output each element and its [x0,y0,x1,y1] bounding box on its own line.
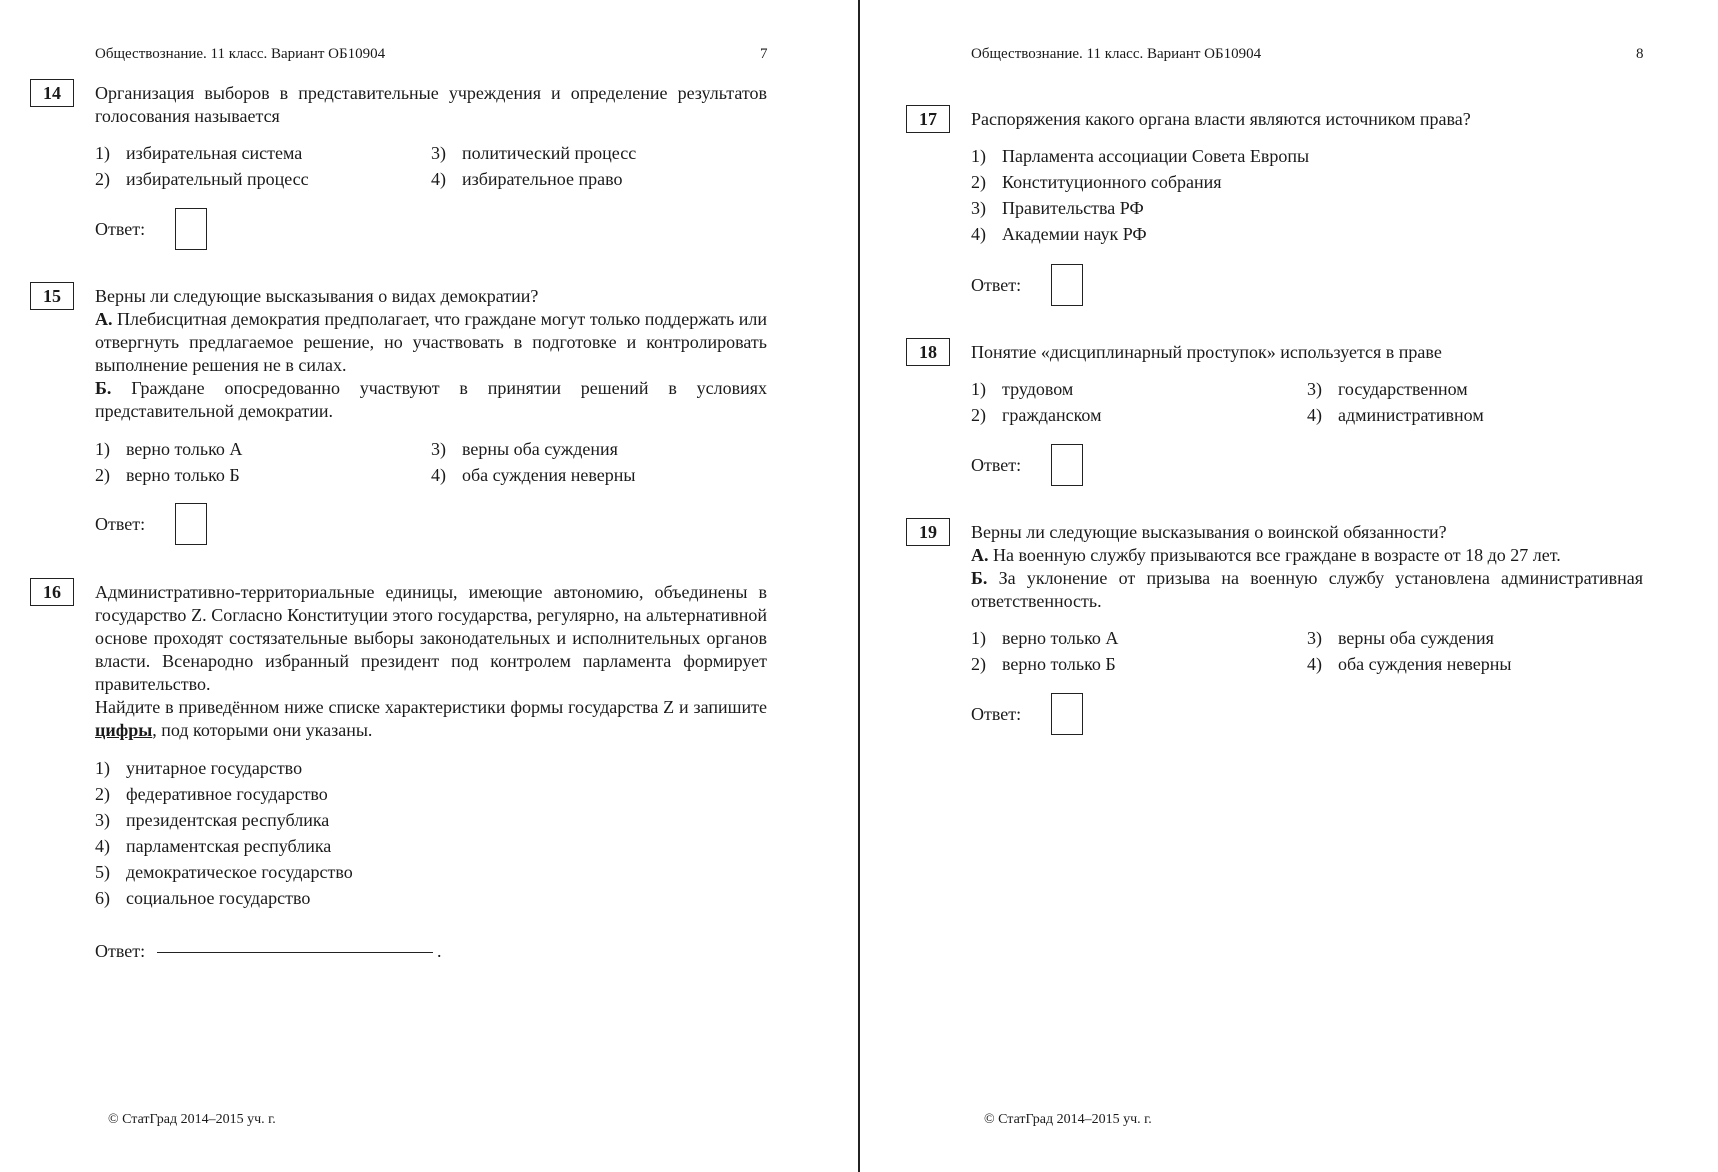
options-list [971,376,1643,428]
answer-area [95,930,455,974]
answer-input[interactable] [1051,693,1083,735]
question-number: 18 [906,338,950,366]
answer-area [95,503,295,547]
option-1[interactable]: 1) избирательная система [95,143,303,163]
options-list [95,436,767,488]
option-4[interactable]: 4) Академии наук РФ [971,224,1147,244]
options-list [971,143,1643,247]
option-3[interactable]: 3) верны оба суждения [431,439,618,459]
options-list [95,755,767,915]
option-2[interactable]: 2) верно только Б [95,465,240,485]
answer-period: . [437,941,442,961]
question-number: 16 [30,578,74,606]
page-number: 7 [760,46,768,62]
question-prompt: Верны ли следующие высказывания о видах демократии? [95,286,539,306]
question-text [95,285,767,423]
option-4[interactable]: 4) административном [1307,405,1484,425]
option-2[interactable]: 2) избирательный процесс [95,169,309,189]
option-5[interactable]: 5) демократическое государство [95,862,353,882]
answer-area [95,208,295,252]
option-3[interactable]: 3) верны оба суждения [1307,628,1494,648]
option-4[interactable]: 4) оба суждения неверны [431,465,636,485]
answer-input[interactable] [175,503,207,545]
answer-label: Ответ: [95,219,146,239]
option-2[interactable]: 2) Конституционного собрания [971,172,1222,192]
option-3[interactable]: 3) политический процесс [431,143,637,163]
question-text: Распоряжения какого органа власти являются источником права? [971,109,1471,129]
option-2[interactable]: 2) гражданском [971,405,1102,425]
question-number: 14 [30,79,74,107]
question-instruction: Найдите в приведённом ниже списке характеристики формы государства Z и запишите цифры, под которыми они указаны. [95,697,767,740]
option-2[interactable]: 2) верно только Б [971,654,1116,674]
question-number: 15 [30,282,74,310]
options-list [971,625,1643,677]
page-number: 8 [1636,46,1644,62]
statement-b: Б. Граждане опосредованно участвуют в принятии решений в условиях представительной демократии. [95,378,768,421]
page-header: Обществознание. 11 класс. Вариант ОБ10904 [95,46,386,62]
option-1[interactable]: 1) верно только А [971,628,1119,648]
option-1[interactable]: 1) трудовом [971,379,1074,399]
option-2[interactable]: 2) федеративное государство [95,784,328,804]
page-header: Обществознание. 11 класс. Вариант ОБ10904 [971,46,1262,62]
option-1[interactable]: 1) Парламента ассоциации Совета Европы [971,146,1310,166]
option-6[interactable]: 6) социальное государство [95,888,311,908]
option-1[interactable]: 1) унитарное государство [95,758,303,778]
question-number: 19 [906,518,950,546]
statement-b: Б. За уклонение от призыва на военную службу установлена административная ответственность. [971,568,1643,611]
page-8 [860,0,1718,1172]
answer-label: Ответ: [971,455,1022,475]
option-4[interactable]: 4) избирательное право [431,169,623,189]
question-number: 17 [906,105,950,133]
answer-input[interactable] [175,208,207,250]
question-prompt: Верны ли следующие высказывания о воинской обязанности? [971,522,1447,542]
page-footer: © СтатГрад 2014–2015 уч. г. [984,1112,1152,1127]
options-list [95,140,767,192]
question-text: Организация выборов в представительные учреждения и определение результатов голосования называется [95,83,767,126]
statement-a: А. Плебисцитная демократия предполагает, что граждане могут только поддержать или отвергнуть предлагаемое решение, но участвовать в подготовке и контролировать выполнение решения не в силах. [95,309,768,375]
option-4[interactable]: 4) парламентская республика [95,836,332,856]
page-7 [0,0,858,1172]
option-3[interactable]: 3) Правительства РФ [971,198,1144,218]
answer-input[interactable] [1051,264,1083,306]
option-3[interactable]: 3) государственном [1307,379,1468,399]
answer-input[interactable] [1051,444,1083,486]
page-footer: © СтатГрад 2014–2015 уч. г. [108,1112,276,1127]
answer-label: Ответ: [971,704,1022,724]
answer-label: Ответ: [95,941,146,961]
question-prompt: Административно-территориальные единицы, имеющие автономию, объединены в государство Z. Согласно Конституции этого государства, регулярно, на альтернативной основе проходят состязательные выборы законодательных и исполнительных органов власти. Всенародно избранный президент под контролем парламента формирует правительство. [95,582,767,694]
question-text: Понятие «дисциплинарный проступок» используется в праве [971,342,1442,362]
answer-area [971,693,1171,737]
answer-label: Ответ: [95,514,146,534]
option-4[interactable]: 4) оба суждения неверны [1307,654,1512,674]
answer-area [971,444,1171,488]
option-3[interactable]: 3) президентская республика [95,810,330,830]
question-text [971,521,1643,613]
statement-a: А. На военную службу призываются все граждане в возрасте от 18 до 27 лет. [971,545,1561,565]
question-text [95,581,767,742]
option-1[interactable]: 1) верно только А [95,439,243,459]
answer-input[interactable] [157,930,433,953]
answer-label: Ответ: [971,275,1022,295]
answer-area [971,264,1171,308]
